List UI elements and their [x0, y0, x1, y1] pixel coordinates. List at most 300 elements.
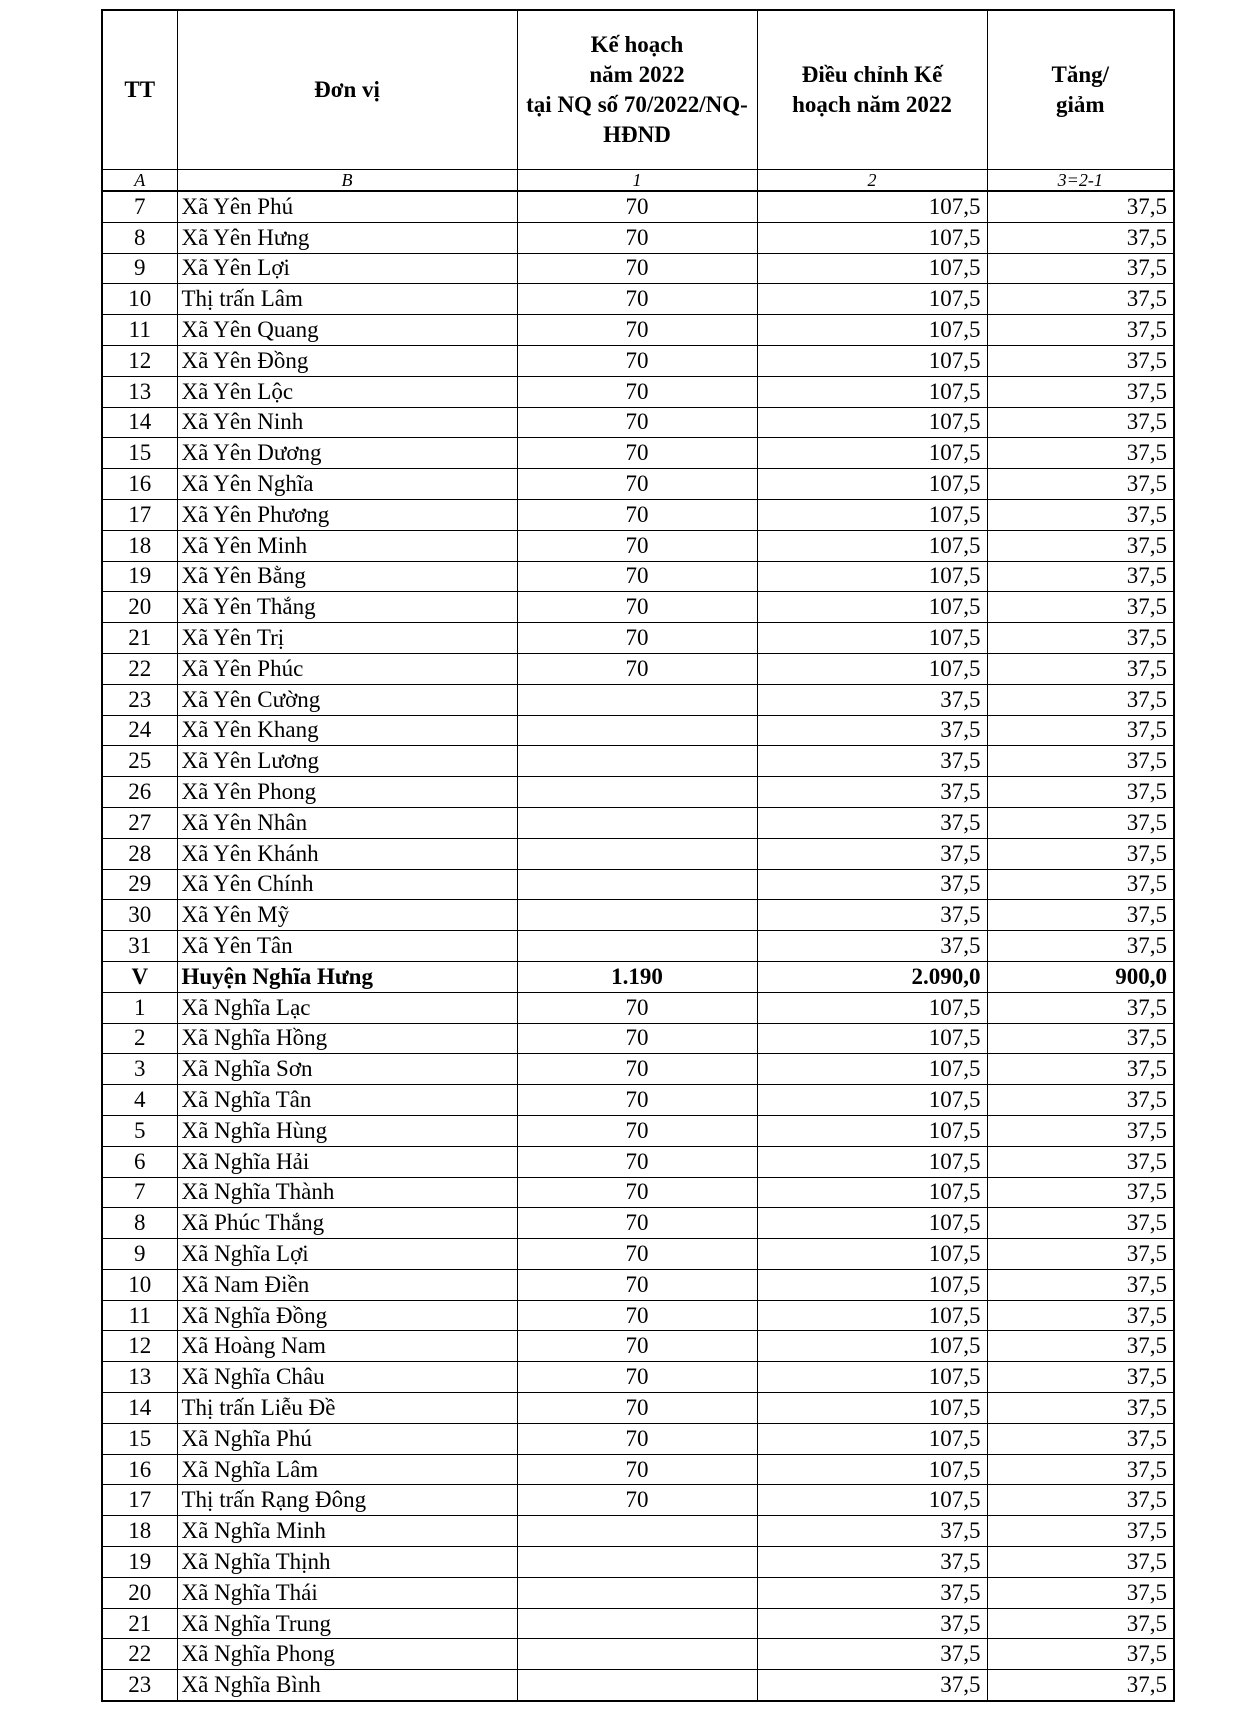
difference-value: 37,5 [987, 1639, 1174, 1670]
row-number: 18 [102, 530, 177, 561]
plan-value: 70 [517, 1331, 757, 1362]
plan-value: 70 [517, 623, 757, 654]
header-plan-line: năm 2022 [589, 62, 685, 87]
difference-value: 37,5 [987, 253, 1174, 284]
unit-name: Xã Yên Khánh [177, 838, 517, 869]
row-number: 17 [102, 1485, 177, 1516]
plan-value [517, 1639, 757, 1670]
unit-name: Xã Yên Nghĩa [177, 469, 517, 500]
unit-name: Xã Nghĩa Phong [177, 1639, 517, 1670]
table-row [102, 1115, 1174, 1146]
unit-name: Xã Phúc Thắng [177, 1208, 517, 1239]
plan-value: 70 [517, 1085, 757, 1116]
table-row [102, 684, 1174, 715]
row-number: 8 [102, 1208, 177, 1239]
adjusted-value: 37,5 [757, 1516, 987, 1547]
unit-name: Xã Hoàng Nam [177, 1331, 517, 1362]
adjusted-value: 37,5 [757, 1608, 987, 1639]
header-unit: Đơn vị [177, 10, 517, 170]
unit-name: Xã Yên Cường [177, 684, 517, 715]
difference-value: 37,5 [987, 1300, 1174, 1331]
header-plan-line: HĐND [603, 122, 671, 147]
row-number: 7 [102, 1177, 177, 1208]
difference-value: 37,5 [987, 1516, 1174, 1547]
table-row [102, 438, 1174, 469]
row-number: 26 [102, 777, 177, 808]
adjusted-value: 107,5 [757, 1146, 987, 1177]
unit-name: Xã Nghĩa Hùng [177, 1115, 517, 1146]
table-row [102, 1423, 1174, 1454]
row-number: 3 [102, 1054, 177, 1085]
plan-value: 70 [517, 284, 757, 315]
row-number: 31 [102, 931, 177, 962]
difference-value: 37,5 [987, 1146, 1174, 1177]
adjusted-value: 37,5 [757, 777, 987, 808]
table-row [102, 992, 1174, 1023]
unit-name: Thị trấn Rạng Đông [177, 1485, 517, 1516]
unit-name: Thị trấn Lâm [177, 284, 517, 315]
row-number: 10 [102, 1269, 177, 1300]
unit-name: Xã Yên Ninh [177, 407, 517, 438]
unit-name: Xã Nghĩa Hồng [177, 1023, 517, 1054]
row-number: 29 [102, 869, 177, 900]
unit-name: Huyện Nghĩa Hưng [177, 961, 517, 992]
table-row [102, 746, 1174, 777]
row-number: V [102, 961, 177, 992]
adjusted-value: 107,5 [757, 1423, 987, 1454]
difference-value: 37,5 [987, 684, 1174, 715]
difference-value: 37,5 [987, 900, 1174, 931]
plan-value: 70 [517, 1054, 757, 1085]
unit-name: Xã Yên Trị [177, 623, 517, 654]
difference-value: 37,5 [987, 1670, 1174, 1701]
unit-name: Xã Nghĩa Sơn [177, 1054, 517, 1085]
table-row [102, 191, 1174, 222]
difference-value: 37,5 [987, 592, 1174, 623]
plan-value: 70 [517, 499, 757, 530]
adjusted-value: 107,5 [757, 1454, 987, 1485]
adjusted-value: 107,5 [757, 992, 987, 1023]
unit-name: Xã Yên Dương [177, 438, 517, 469]
row-number: 20 [102, 1577, 177, 1608]
plan-value [517, 900, 757, 931]
plan-value: 70 [517, 530, 757, 561]
adjusted-value: 107,5 [757, 1393, 987, 1424]
table-row [102, 315, 1174, 346]
row-number: 16 [102, 469, 177, 500]
plan-value: 70 [517, 592, 757, 623]
unit-name: Xã Yên Tân [177, 931, 517, 962]
adjusted-value: 107,5 [757, 1269, 987, 1300]
plan-value [517, 1516, 757, 1547]
adjusted-value: 107,5 [757, 469, 987, 500]
difference-value: 37,5 [987, 1239, 1174, 1270]
adjusted-value: 37,5 [757, 1670, 987, 1701]
difference-value: 900,0 [987, 961, 1174, 992]
row-number: 25 [102, 746, 177, 777]
plan-value: 70 [517, 1485, 757, 1516]
plan-value [517, 684, 757, 715]
adjusted-value: 37,5 [757, 746, 987, 777]
table-row [102, 653, 1174, 684]
difference-value: 37,5 [987, 1269, 1174, 1300]
adjusted-value: 107,5 [757, 1208, 987, 1239]
table-row [102, 1146, 1174, 1177]
unit-name: Xã Yên Phong [177, 777, 517, 808]
plan-value: 70 [517, 1300, 757, 1331]
row-number: 1 [102, 992, 177, 1023]
unit-name: Xã Yên Thắng [177, 592, 517, 623]
header-plan-line: Kế hoạch [590, 32, 684, 57]
adjusted-value: 107,5 [757, 253, 987, 284]
header-increase-decrease [987, 10, 1174, 170]
unit-name: Xã Yên Minh [177, 530, 517, 561]
plan-value [517, 1670, 757, 1701]
table-row [102, 777, 1174, 808]
unit-name: Xã Yên Lương [177, 746, 517, 777]
difference-value: 37,5 [987, 561, 1174, 592]
unit-name: Xã Yên Bằng [177, 561, 517, 592]
table-row [102, 1608, 1174, 1639]
table-row [102, 1300, 1174, 1331]
unit-name: Xã Nghĩa Lạc [177, 992, 517, 1023]
adjusted-value: 37,5 [757, 869, 987, 900]
table-row [102, 469, 1174, 500]
header-adjusted-line: Điều chỉnh Kế [801, 62, 943, 87]
difference-value: 37,5 [987, 715, 1174, 746]
difference-value: 37,5 [987, 931, 1174, 962]
unit-name: Xã Nghĩa Thịnh [177, 1547, 517, 1578]
table-row [102, 869, 1174, 900]
plan-value: 70 [517, 1239, 757, 1270]
plan-value [517, 1547, 757, 1578]
unit-name: Xã Yên Mỹ [177, 900, 517, 931]
plan-value [517, 838, 757, 869]
adjusted-value: 107,5 [757, 438, 987, 469]
plan-value: 70 [517, 1423, 757, 1454]
difference-value: 37,5 [987, 1177, 1174, 1208]
adjusted-value: 107,5 [757, 1331, 987, 1362]
plan-value: 70 [517, 438, 757, 469]
difference-value: 37,5 [987, 777, 1174, 808]
adjusted-value: 107,5 [757, 499, 987, 530]
group-row [102, 961, 1174, 992]
column-index-row [102, 170, 1174, 192]
row-number: 6 [102, 1146, 177, 1177]
adjusted-value: 107,5 [757, 222, 987, 253]
adjusted-value: 107,5 [757, 376, 987, 407]
plan-value [517, 746, 757, 777]
unit-name: Xã Nghĩa Minh [177, 1516, 517, 1547]
adjusted-value: 107,5 [757, 345, 987, 376]
plan-value: 70 [517, 376, 757, 407]
unit-name: Xã Nghĩa Trung [177, 1608, 517, 1639]
table-row [102, 561, 1174, 592]
row-number: 23 [102, 1670, 177, 1701]
table-row [102, 931, 1174, 962]
unit-name: Xã Nghĩa Bình [177, 1670, 517, 1701]
row-number: 23 [102, 684, 177, 715]
difference-value: 37,5 [987, 1454, 1174, 1485]
unit-name: Xã Yên Quang [177, 315, 517, 346]
difference-value: 37,5 [987, 1547, 1174, 1578]
table-row [102, 1085, 1174, 1116]
adjusted-value: 107,5 [757, 530, 987, 561]
plan-value: 70 [517, 191, 757, 222]
unit-name: Xã Nghĩa Phú [177, 1423, 517, 1454]
unit-name: Xã Nghĩa Thành [177, 1177, 517, 1208]
row-number: 12 [102, 1331, 177, 1362]
row-number: 30 [102, 900, 177, 931]
adjusted-value: 107,5 [757, 1115, 987, 1146]
unit-name: Xã Yên Phú [177, 191, 517, 222]
adjusted-value: 37,5 [757, 900, 987, 931]
row-number: 8 [102, 222, 177, 253]
adjusted-value: 2.090,0 [757, 961, 987, 992]
table-row [102, 1269, 1174, 1300]
difference-value: 37,5 [987, 1423, 1174, 1454]
table-row [102, 1670, 1174, 1701]
row-number: 15 [102, 1423, 177, 1454]
table-row [102, 715, 1174, 746]
row-number: 11 [102, 315, 177, 346]
table-row [102, 253, 1174, 284]
adjusted-value: 37,5 [757, 1577, 987, 1608]
table-row [102, 1331, 1174, 1362]
table-row [102, 1239, 1174, 1270]
table-body [102, 191, 1174, 1701]
index-adjusted: 2 [757, 170, 987, 192]
adjusted-value: 37,5 [757, 684, 987, 715]
row-number: 2 [102, 1023, 177, 1054]
row-number: 7 [102, 191, 177, 222]
row-number: 21 [102, 623, 177, 654]
allocation-table [101, 9, 1175, 1702]
row-number: 20 [102, 592, 177, 623]
adjusted-value: 37,5 [757, 931, 987, 962]
table-row [102, 1516, 1174, 1547]
adjusted-value: 107,5 [757, 653, 987, 684]
table-row [102, 376, 1174, 407]
plan-value: 70 [517, 1362, 757, 1393]
plan-value: 70 [517, 1269, 757, 1300]
plan-value [517, 807, 757, 838]
table-row [102, 1547, 1174, 1578]
difference-value: 37,5 [987, 1208, 1174, 1239]
row-number: 9 [102, 1239, 177, 1270]
difference-value: 37,5 [987, 746, 1174, 777]
table-row [102, 1577, 1174, 1608]
unit-name: Xã Yên Lợi [177, 253, 517, 284]
table-row [102, 1485, 1174, 1516]
difference-value: 37,5 [987, 284, 1174, 315]
header-tt: TT [102, 10, 177, 170]
adjusted-value: 107,5 [757, 1485, 987, 1516]
row-number: 19 [102, 1547, 177, 1578]
plan-value [517, 715, 757, 746]
difference-value: 37,5 [987, 191, 1174, 222]
difference-value: 37,5 [987, 407, 1174, 438]
header-plan-2022 [517, 10, 757, 170]
header-row [102, 10, 1174, 170]
adjusted-value: 107,5 [757, 1085, 987, 1116]
row-number: 22 [102, 653, 177, 684]
plan-value [517, 869, 757, 900]
adjusted-value: 37,5 [757, 1639, 987, 1670]
row-number: 14 [102, 1393, 177, 1424]
difference-value: 37,5 [987, 623, 1174, 654]
adjusted-value: 37,5 [757, 715, 987, 746]
row-number: 9 [102, 253, 177, 284]
plan-value [517, 777, 757, 808]
unit-name: Thị trấn Liễu Đề [177, 1393, 517, 1424]
difference-value: 37,5 [987, 1362, 1174, 1393]
table-row [102, 1208, 1174, 1239]
difference-value: 37,5 [987, 838, 1174, 869]
unit-name: Xã Yên Hưng [177, 222, 517, 253]
difference-value: 37,5 [987, 1577, 1174, 1608]
row-number: 5 [102, 1115, 177, 1146]
unit-name: Xã Yên Phương [177, 499, 517, 530]
adjusted-value: 107,5 [757, 284, 987, 315]
adjusted-value: 107,5 [757, 1177, 987, 1208]
adjusted-value: 107,5 [757, 1300, 987, 1331]
table-row [102, 407, 1174, 438]
row-number: 28 [102, 838, 177, 869]
table-row [102, 900, 1174, 931]
row-number: 19 [102, 561, 177, 592]
difference-value: 37,5 [987, 1023, 1174, 1054]
plan-value: 70 [517, 253, 757, 284]
index-tt: A [102, 170, 177, 192]
row-number: 16 [102, 1454, 177, 1485]
difference-value: 37,5 [987, 869, 1174, 900]
table-row [102, 499, 1174, 530]
plan-value: 70 [517, 469, 757, 500]
table-row [102, 1454, 1174, 1485]
plan-value: 70 [517, 315, 757, 346]
adjusted-value: 107,5 [757, 315, 987, 346]
plan-value: 70 [517, 1115, 757, 1146]
difference-value: 37,5 [987, 469, 1174, 500]
difference-value: 37,5 [987, 499, 1174, 530]
header-adjusted-plan [757, 10, 987, 170]
unit-name: Xã Yên Phúc [177, 653, 517, 684]
plan-value: 70 [517, 992, 757, 1023]
row-number: 10 [102, 284, 177, 315]
table-row [102, 1054, 1174, 1085]
index-plan: 1 [517, 170, 757, 192]
plan-value [517, 1608, 757, 1639]
plan-value [517, 931, 757, 962]
row-number: 18 [102, 1516, 177, 1547]
table-row [102, 592, 1174, 623]
plan-value [517, 1577, 757, 1608]
row-number: 17 [102, 499, 177, 530]
difference-value: 37,5 [987, 1085, 1174, 1116]
adjusted-value: 107,5 [757, 1362, 987, 1393]
difference-value: 37,5 [987, 345, 1174, 376]
adjusted-value: 107,5 [757, 623, 987, 654]
adjusted-value: 107,5 [757, 191, 987, 222]
table-row [102, 1393, 1174, 1424]
table-row [102, 1023, 1174, 1054]
difference-value: 37,5 [987, 992, 1174, 1023]
row-number: 14 [102, 407, 177, 438]
unit-name: Xã Nghĩa Hải [177, 1146, 517, 1177]
table-row [102, 1639, 1174, 1670]
plan-value: 70 [517, 222, 757, 253]
difference-value: 37,5 [987, 222, 1174, 253]
header-diff-line: giảm [1055, 92, 1105, 117]
difference-value: 37,5 [987, 807, 1174, 838]
row-number: 13 [102, 1362, 177, 1393]
row-number: 24 [102, 715, 177, 746]
difference-value: 37,5 [987, 1485, 1174, 1516]
unit-name: Xã Yên Nhân [177, 807, 517, 838]
plan-value: 1.190 [517, 961, 757, 992]
index-diff: 3=2-1 [987, 170, 1174, 192]
adjusted-value: 107,5 [757, 407, 987, 438]
difference-value: 37,5 [987, 1054, 1174, 1085]
table-row [102, 345, 1174, 376]
adjusted-value: 107,5 [757, 1054, 987, 1085]
unit-name: Xã Yên Lộc [177, 376, 517, 407]
plan-value: 70 [517, 1177, 757, 1208]
plan-value: 70 [517, 1393, 757, 1424]
plan-value: 70 [517, 561, 757, 592]
row-number: 4 [102, 1085, 177, 1116]
difference-value: 37,5 [987, 1331, 1174, 1362]
difference-value: 37,5 [987, 315, 1174, 346]
difference-value: 37,5 [987, 653, 1174, 684]
plan-value: 70 [517, 407, 757, 438]
adjusted-value: 37,5 [757, 838, 987, 869]
header-adjusted-line: hoạch năm 2022 [792, 92, 952, 117]
difference-value: 37,5 [987, 376, 1174, 407]
unit-name: Xã Yên Chính [177, 869, 517, 900]
row-number: 15 [102, 438, 177, 469]
difference-value: 37,5 [987, 1115, 1174, 1146]
row-number: 27 [102, 807, 177, 838]
table-row [102, 1362, 1174, 1393]
adjusted-value: 107,5 [757, 592, 987, 623]
unit-name: Xã Nghĩa Châu [177, 1362, 517, 1393]
row-number: 13 [102, 376, 177, 407]
adjusted-value: 37,5 [757, 807, 987, 838]
difference-value: 37,5 [987, 1393, 1174, 1424]
unit-name: Xã Nghĩa Lợi [177, 1239, 517, 1270]
row-number: 21 [102, 1608, 177, 1639]
plan-value: 70 [517, 1146, 757, 1177]
unit-name: Xã Nam Điền [177, 1269, 517, 1300]
header-plan-line: tại NQ số 70/2022/NQ- [526, 92, 748, 117]
table-row [102, 222, 1174, 253]
table-row [102, 1177, 1174, 1208]
unit-name: Xã Nghĩa Lâm [177, 1454, 517, 1485]
table-row [102, 838, 1174, 869]
unit-name: Xã Nghĩa Thái [177, 1577, 517, 1608]
plan-value: 70 [517, 345, 757, 376]
adjusted-value: 107,5 [757, 561, 987, 592]
difference-value: 37,5 [987, 438, 1174, 469]
index-name: B [177, 170, 517, 192]
plan-value: 70 [517, 653, 757, 684]
table-row [102, 623, 1174, 654]
row-number: 22 [102, 1639, 177, 1670]
unit-name: Xã Nghĩa Đồng [177, 1300, 517, 1331]
plan-value: 70 [517, 1208, 757, 1239]
